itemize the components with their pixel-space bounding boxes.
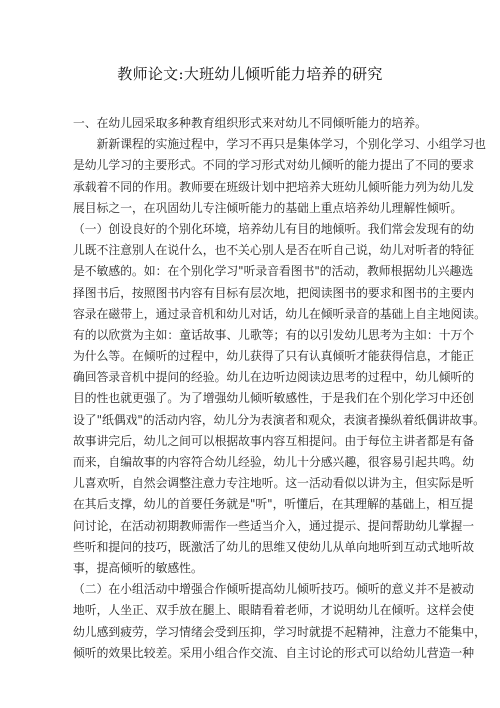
body-line: 倾听的效果比较差。采用小组合作交流、自主讨论的形式可以给幼儿营造一种 xyxy=(73,645,475,660)
body-line: 事，提高倾听的敏感性。 xyxy=(73,560,203,575)
body-line: 在其后支撑，幼儿的首要任务就是"听"，听懂后，在其理解的基础上，相互提 xyxy=(73,497,474,512)
body-line: 问讨论，在活动初期教师需作一些适当介入，通过提示、提问帮助幼儿掌握一 xyxy=(73,518,475,533)
body-line: 有的以欣赏为主如：童话故事、儿歌等；有的以引发幼儿思考为主如：十万个 xyxy=(73,327,475,342)
body-line: 是不敏感的。如：在个别化学习"听录音看图书"的活动，教师根据幼儿兴趣选 xyxy=(73,264,474,279)
body-line: 目的性也就更强了。为了增强幼儿倾听敏感性，于是我们在个别化学习中还创 xyxy=(73,391,475,406)
body-line: 而来，自编故事的内容符合幼儿经验，幼儿十分感兴趣，很容易引起共鸣。幼 xyxy=(73,455,475,469)
body-line: 设了"纸偶戏"的活动内容，幼儿分为表演者和观众，表演者操纵着纸偶讲故事。 xyxy=(73,412,485,427)
body-line: 地听，人坐正、双手放在腿上、眼睛看着老师，才说明幼儿在倾听。这样会使 xyxy=(73,603,475,618)
document-title: 教师论文:大班幼儿倾听能力培养的研究 xyxy=(117,65,383,83)
body-line: 确回答录音机中提问的经验。幼儿在边听边阅读边思考的过程中，幼儿倾听的 xyxy=(73,370,475,385)
body-line: 展目标之一，在巩固幼儿专注倾听能力的基础上重点培养幼儿理解性倾听。 xyxy=(73,200,463,215)
body-line: （二）在小组活动中增强合作倾听提高幼儿倾听技巧。倾听的意义并不是被动 xyxy=(73,582,475,597)
body-line: 择图书后，按照图书内容有目标有层次地，把阅读图书的要求和图书的主要内 xyxy=(73,285,475,300)
body-line: 儿喜欢听，自然会调整注意力专注地听。这一活动看似以讲为主，但实际是听 xyxy=(73,476,475,491)
body-line: 儿既不注意别人在说什么，也不关心别人是否在听自己说，幼儿对听者的特征 xyxy=(73,243,475,258)
body-line: 幼儿感到疲劳，学习情绪会受到压抑，学习时就提不起精神，注意力不能集中， xyxy=(73,624,486,639)
document-body xyxy=(73,113,486,664)
body-line: 一、在幼儿园采取多种教育组织形式来对幼儿不同倾听能力的培养。 xyxy=(73,116,427,130)
body-line: 故事讲完后，幼儿之间可以根据故事内容互相提问。由于每位主讲者都是有备 xyxy=(73,433,475,448)
body-line: 为什么等。在倾听的过程中，幼儿获得了只有认真倾听才能获得信息，才能正 xyxy=(73,349,475,364)
body-line: 是幼儿学习的主要形式。不同的学习形式对幼儿倾听的能力提出了不同的要求 xyxy=(73,158,475,173)
body-line: 承载着不同的作用。教师要在班级计划中把培养大班幼儿倾听能力列为幼儿发 xyxy=(73,179,475,194)
body-line: 容录在磁带上，通过录音机和幼儿对话，幼儿在倾听录音的基础上自主地阅读。 xyxy=(73,306,486,321)
body-line: 新新课程的实施过程中，学习不再只是集体学习，个别化学习、小组学习也 xyxy=(73,137,486,152)
body-line: （一）创设良好的个别化环境，培养幼儿有目的地倾听。我们常会发现有的幼 xyxy=(73,221,475,236)
body-line: 些听和提问的技巧，既激活了幼儿的思维又使幼儿从单向地听到互动式地听故 xyxy=(73,539,475,554)
